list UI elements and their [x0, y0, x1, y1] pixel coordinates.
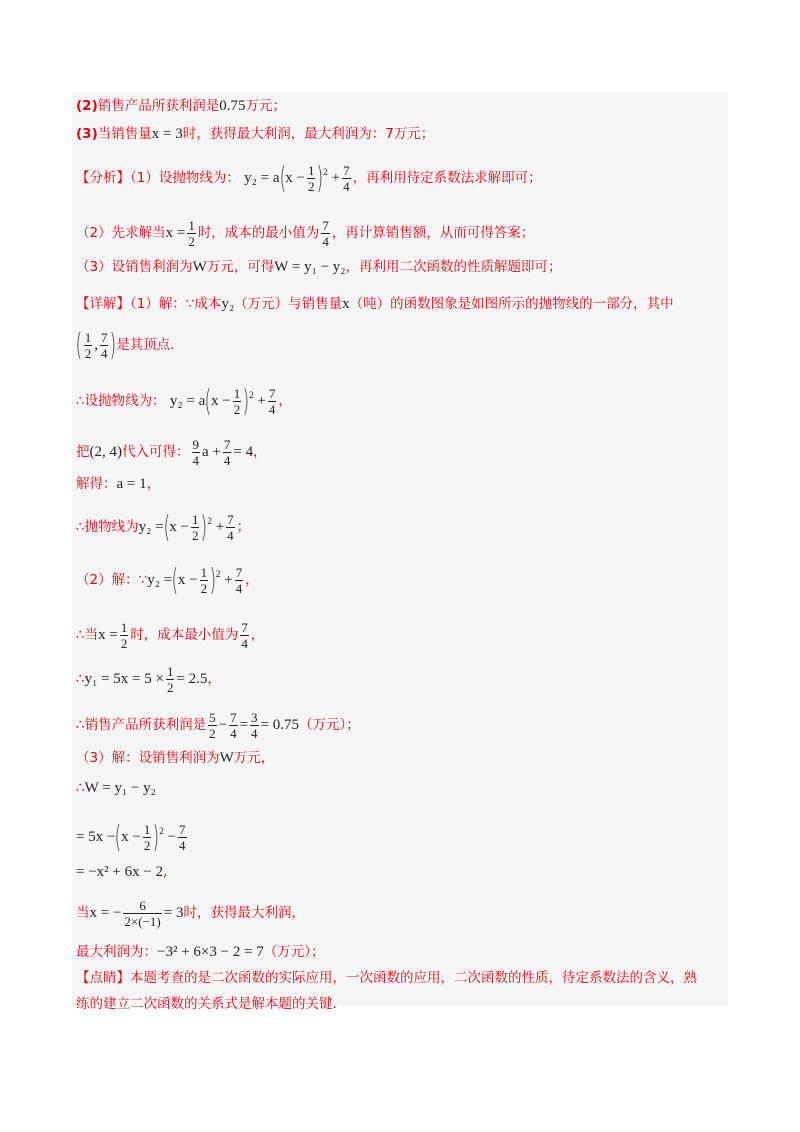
W-simplified: = −x² + 6x − 2, [76, 864, 168, 880]
part3-start: （3）解：设销售利润为W万元， [76, 750, 275, 766]
part2-start: （2）解：∵y₂ =(x − $\frac{1}{2}$ )$^2$ + $\frac{7}{4}$ ， [76, 562, 259, 598]
W-expand: = 5x −(x − $\frac{1}{2}$ )$^2$ − $\frac{7}{4}$ [76, 819, 186, 855]
revenue-calc: ∴y₁ = 5x = 5 × $\frac{1}{2}$ = 2.5， [76, 664, 221, 695]
W-def: ∴W = y₁ − y₂ [76, 780, 156, 796]
analysis-3: （3）设销售利润为W万元，可得W = y₁ − y₂，再利用二次函数的性质解题即可； [76, 259, 562, 275]
line-3-max: (3)当销售量x = 3时，获得最大利润，最大利润为：7万元； [76, 126, 435, 142]
vertex-line: ( $\frac{1}{2}$ , $\frac{7}{4}$ )是其顶点． [75, 327, 184, 363]
min-cost: ∴当x = $\frac{1}{2}$ 时，成本最小值为 $\frac{7}{4}$ ， [76, 620, 265, 651]
detail-1: 【详解】（1）解：∵成本y₂（万元）与销售量x（吨）的函数图象是如图所示的抛物线的一部分，其中 [76, 296, 674, 312]
analysis-2: （2）先求解当x = $\frac{1}{2}$ 时，成本的最小值为 $\frac{7}{4}$ ，再计算销售额，从而可得答案； [76, 218, 535, 249]
max-profit: 最大利润为：−3² + 6×3 − 2 = 7（万元）； [76, 944, 325, 960]
remark-2: 练的建立二次函数的关系式是解本题的关键． [76, 996, 346, 1012]
parabola-result: ∴抛物线为y₂ =(x − $\frac{1}{2}$ )$^2$ + $\frac{7}{4}$ ； [76, 509, 251, 545]
line-2-profit: (2)销售产品所获利润是0.75万元； [76, 98, 286, 114]
detail-parabola: ∴设抛物线为： y₂ = a(x − $\frac{1}{2}$ )$^2$ + $\frac{7}{4}$ ， [76, 383, 292, 419]
substitute-line: 把(2, 4)代入可得： $\frac{9}{4}$ a + $\frac{7}{4}$ = 4， [76, 437, 267, 468]
analysis-1: 【分析】（1）设抛物线为： y₂ = a(x − $\frac{1}{2}$ )$^2$ + $\frac{7}{4}$ ，再利用待定系数法求解即可； [76, 160, 542, 196]
parabola-formula: y₂ = a(x − $\frac{1}{2}$ )$^2$ + $\frac{7}{4}$ [244, 160, 350, 196]
max-x: 当x = − $\frac{6}{2\times(-1)}$ = 3时，获得最大利润， [76, 898, 305, 929]
remark-1: 【点睛】本题考查的是二次函数的实际应用，一次函数的应用，二次函数的性质，待定系数法的含义，熟 [76, 970, 697, 986]
solve-a: 解得：a = 1， [76, 476, 161, 492]
profit-calc: ∴销售产品所获利润是 $\frac{5}{2}$ − $\frac{7}{4}$ = $\frac{3}{4}$ = 0.75（万元）； [76, 710, 360, 741]
